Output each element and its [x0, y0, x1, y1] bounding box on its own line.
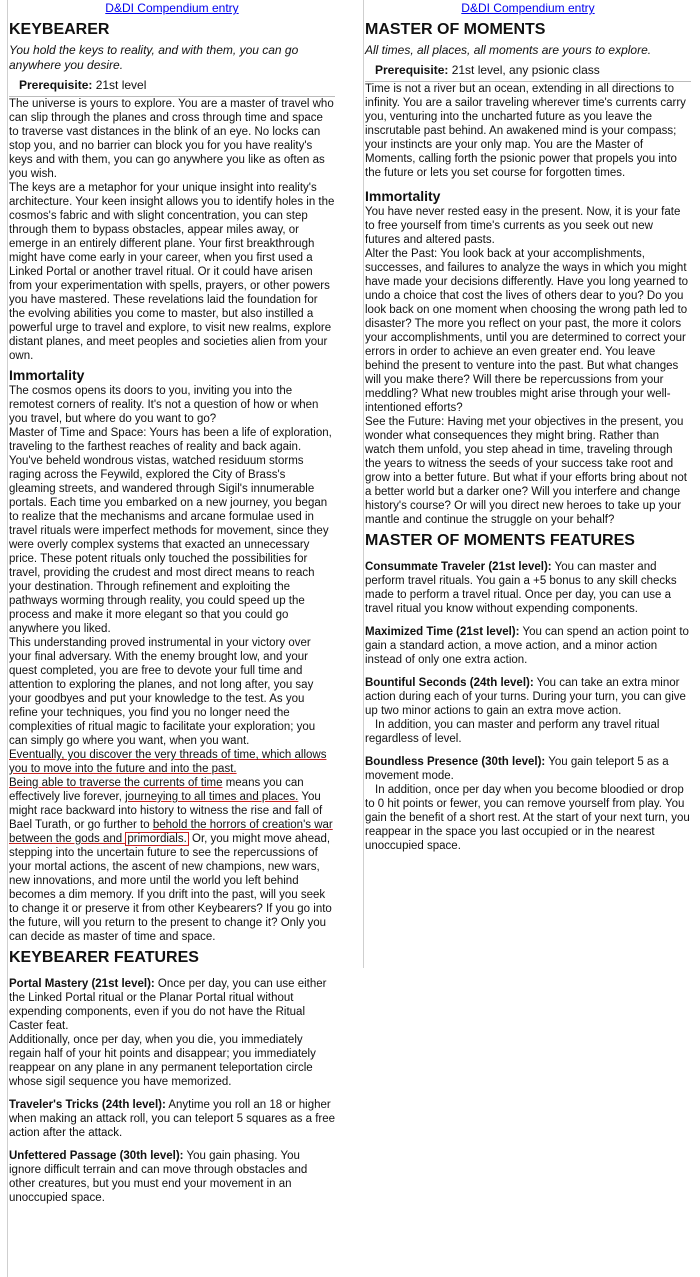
keybearer-immortality-5 [9, 776, 335, 944]
feature-boundless-presence-extra: In addition, once per day when you become bloodied or drop to 0 hit points or fewer, you can remove yourself from play. You gain the benefit of a short rest. At the start of your next turn, you reappear in the space you last occupied or in the nearest unoccupied space. [365, 784, 690, 852]
keybearer-immortality-heading: Immortality [9, 367, 85, 383]
mom-immortality-heading: Immortality [365, 188, 441, 204]
feature-bountiful-seconds [365, 676, 691, 718]
feature-text: Once per day, you can use either the Linked Portal ritual or the Planar Portal ritual without expending components, even if you do not have the Ritual Caster feat. [9, 978, 327, 1032]
underlined-threads-of-time: Eventually, you discover the very threads of time, which allows you to move into the future and into the past. [9, 749, 327, 775]
mom-immortality-3: See the Future: Having met your objectives in the present, you wonder what consequences they might bring. Rather than watch them unfold, you step ahead in time, traveling through the years to witness the seeds of your success take root and grow into a better future. But what if your efforts bring about not a better world but a darker one? Will you interfere and change history's course? Or will you direct new heroes to take up your mantle and continue the struggle on your behalf? [365, 416, 687, 526]
boxed-primordials: primordials. [127, 833, 187, 845]
keybearer-intro-2: The keys are a metaphor for your unique insight into reality's architecture. Your keen insight allows you to identify holes in the cosmos's fabric and with slight concentration, you can step through them to bypass obstacles, appear miles away, or emerge in an entirely different plane. Your first breakthrough might have come early in your career, when you first used a Linked Portal or another travel ritual. Or it could have arisen from your experimentation with spells, prayers, or other powers you have mastered. These revelations laid the foundation for the evolving abilities you come to master, but also instilled a powerful urge to travel and explore, to visit new realms, explore distant planes, and meet peoples and societies alien from your own. [9, 182, 335, 362]
text-segment: means you can effectively live forever, [9, 777, 304, 803]
feature-bountiful-seconds-extra: In addition, you can master and perform any travel ritual regardless of level. [365, 719, 660, 745]
feature-unfettered-passage [9, 1149, 335, 1205]
feature-name: Consummate Traveler (21st level): [365, 561, 552, 573]
feature-name: Traveler's Tricks (24th level): [9, 1099, 166, 1111]
prereq-value: 21st level [92, 78, 147, 92]
feature-name: Bountiful Seconds (24th level): [365, 677, 534, 689]
underlined-horrors: behold the horrors of creation's war between the gods and [9, 819, 333, 845]
keybearer-immortality-1: The cosmos opens its doors to you, inviting you into the remotest corners of reality. It's not a question of how or when you travel, but where do you want to go? [9, 385, 319, 425]
feature-travelers-tricks [9, 1098, 335, 1140]
feature-name: Boundless Presence (30th level): [365, 756, 546, 768]
prereq-label: Prerequisite: [375, 63, 449, 77]
mom-immortality-1: You have never rested easy in the present. Now, it is your fate to free yourself from time's currents as you seek out new futures and altered pasts. [365, 206, 681, 246]
mom-title: MASTER OF MOMENTS [365, 21, 546, 38]
keybearer-immortality-3: This understanding proved instrumental in your victory over your final adversary. With the enemy brought low, and your quest completed, you are free to devote your full time and attention to exploring the planes, and not long after, you say your goodbyes and put your knowledge to the test. As you refine your techniques, you find you no longer need the complexities of ritual magic to facilitate your exploration; you can simply go where you want, when you want. [9, 637, 316, 747]
feature-extra: Additionally, once per day, when you die, you immediately regain half of your hit points and disappear; you immediately reappear on any plane in any permanent teleportation circle whose sigil sequence you have memorized. [9, 1034, 316, 1088]
text-segment: You might race backward into history to witness the rise and fall of Bael Turath, or go further to [9, 791, 323, 831]
underlined-currents: Being able to traverse the currents of time [9, 777, 223, 789]
underlined-journeying: journeying to all times and places. [125, 791, 299, 803]
feature-portal-mastery [9, 977, 335, 1089]
mom-immortality-2: Alter the Past: You look back at your accomplishments, successes, and failures to analyze the ways in which you might have made your decisions differently. Have you long yearned to undo a choice that cost the lives of others dear to you? Do you look back on one moment when choosing the wrong path led to disaster? The more you reflect on your past, the more it colors your accomplishments, until you are determined to correct your errors in order to achieve an even greater end. You leave behind the present to venture into the past. But what changes will you make there? Will there be repercussions from your meddling? What new troubles might arise through your well-intentioned efforts? [365, 248, 689, 414]
text-segment: Or, you might move ahead, stepping into the uncertain future to see the repercussions of your mortal actions, the ascent of new champions, new wars, new innovations, and more until the world you left behind becomes a dim memory. If you drift into the past, will you seek to change it or preserve it from other Keybearers? If you go into the future, will you return to the present to change it? Only you can decide as master of time and space. [9, 833, 332, 943]
prereq-value: 21st level, any psionic class [448, 63, 600, 77]
compendium-link-row [9, 1, 335, 16]
keybearer-prereq [19, 78, 335, 92]
feature-text: You gain teleport 5 as a movement mode. [365, 756, 669, 782]
keybearer-title: KEYBEARER [9, 21, 110, 38]
feature-name: Unfettered Passage (30th level): [9, 1150, 184, 1162]
compendium-link-master-of-moments[interactable]: D&DI Compendium entry [461, 1, 595, 15]
feature-maximized-time [365, 625, 691, 667]
feature-name: Maximized Time (21st level): [365, 626, 520, 638]
mom-prereq [375, 63, 691, 77]
feature-boundless-presence [365, 755, 691, 783]
mom-features-heading: MASTER OF MOMENTS FEATURES [365, 532, 635, 549]
feature-text: You gain phasing. You ignore difficult terrain and can move through obstacles and other creatures, but you must end your movement in an unoccupied space. [9, 1150, 308, 1204]
feature-name: Portal Mastery (21st level): [9, 978, 155, 990]
compendium-link-keybearer[interactable]: D&DI Compendium entry [105, 1, 239, 15]
keybearer-flavor: You hold the keys to reality, and with them, you can go anywhere you desire. [9, 43, 299, 72]
prereq-label: Prerequisite: [19, 78, 93, 92]
keybearer-immortality-2: Master of Time and Space: Yours has been a life of exploration, traveling to the farthest reaches of reality and back again. You've beheld wondrous vistas, watched residuum storms raging across the Feywild, explored the City of Brass's gleaming streets, and wandered through Sigil's innumerable portals. Each time you embarked on a new journey, you began to realize that the mechanisms and arcane formulae used in travel rituals were imperfect methods for movement, since they were overly complex systems that exacted an unnecessary price. These potent rituals only touched the possibilities for travel, providing the crudest and most direct means to reach your destination. Through refinement and exploiting the pathways worming through reality, you could speed up the process and make it more elegant so that you could go anywhere you liked. [9, 427, 332, 635]
feature-text: Anytime you roll an 18 or higher when making an attack roll, you can teleport 5 squares as a free action after the attack. [9, 1099, 336, 1139]
keybearer-immortality-4 [9, 748, 335, 776]
compendium-link-row [365, 1, 691, 16]
mom-flavor: All times, all places, all moments are yours to explore. [365, 43, 652, 57]
feature-text: You can spend an action point to gain a standard action, a move action, and a minor action instead of only one extra action. [365, 626, 689, 666]
keybearer-intro-1: The universe is yours to explore. You are a master of travel who can slip through the planes and cross through time and space to traverse vast distances in the blink of an eye. No locks can stop you, and no barrier can block you for you have reality's keys and with them, you can go anywhere you like as often as you wish. [9, 98, 334, 180]
mom-intro: Time is not a river but an ocean, extending in all directions to infinity. You are a sailor traveling wherever time's currents carry you, venturing into the uncharted future as you leave the inscrutable past behind. An awakened mind is your compass; your instincts are your only map. You are the Master of Moments, calling forth the psionic power that propels you into the future or lets you set course for forgotten times. [365, 83, 686, 179]
keybearer-features-heading: KEYBEARER FEATURES [9, 949, 199, 966]
feature-text: You can master and perform travel rituals. You gain a +5 bonus to any skill checks made to perform a travel ritual. Once per day, you can use a travel ritual you know without expending components. [365, 561, 677, 615]
master-of-moments-column [363, 0, 691, 968]
keybearer-column [7, 0, 335, 1277]
feature-text: You can take an extra minor action during each of your turns. During your turn, you can give up two minor actions to gain an extra move action. [365, 677, 686, 717]
feature-consummate-traveler [365, 560, 691, 616]
